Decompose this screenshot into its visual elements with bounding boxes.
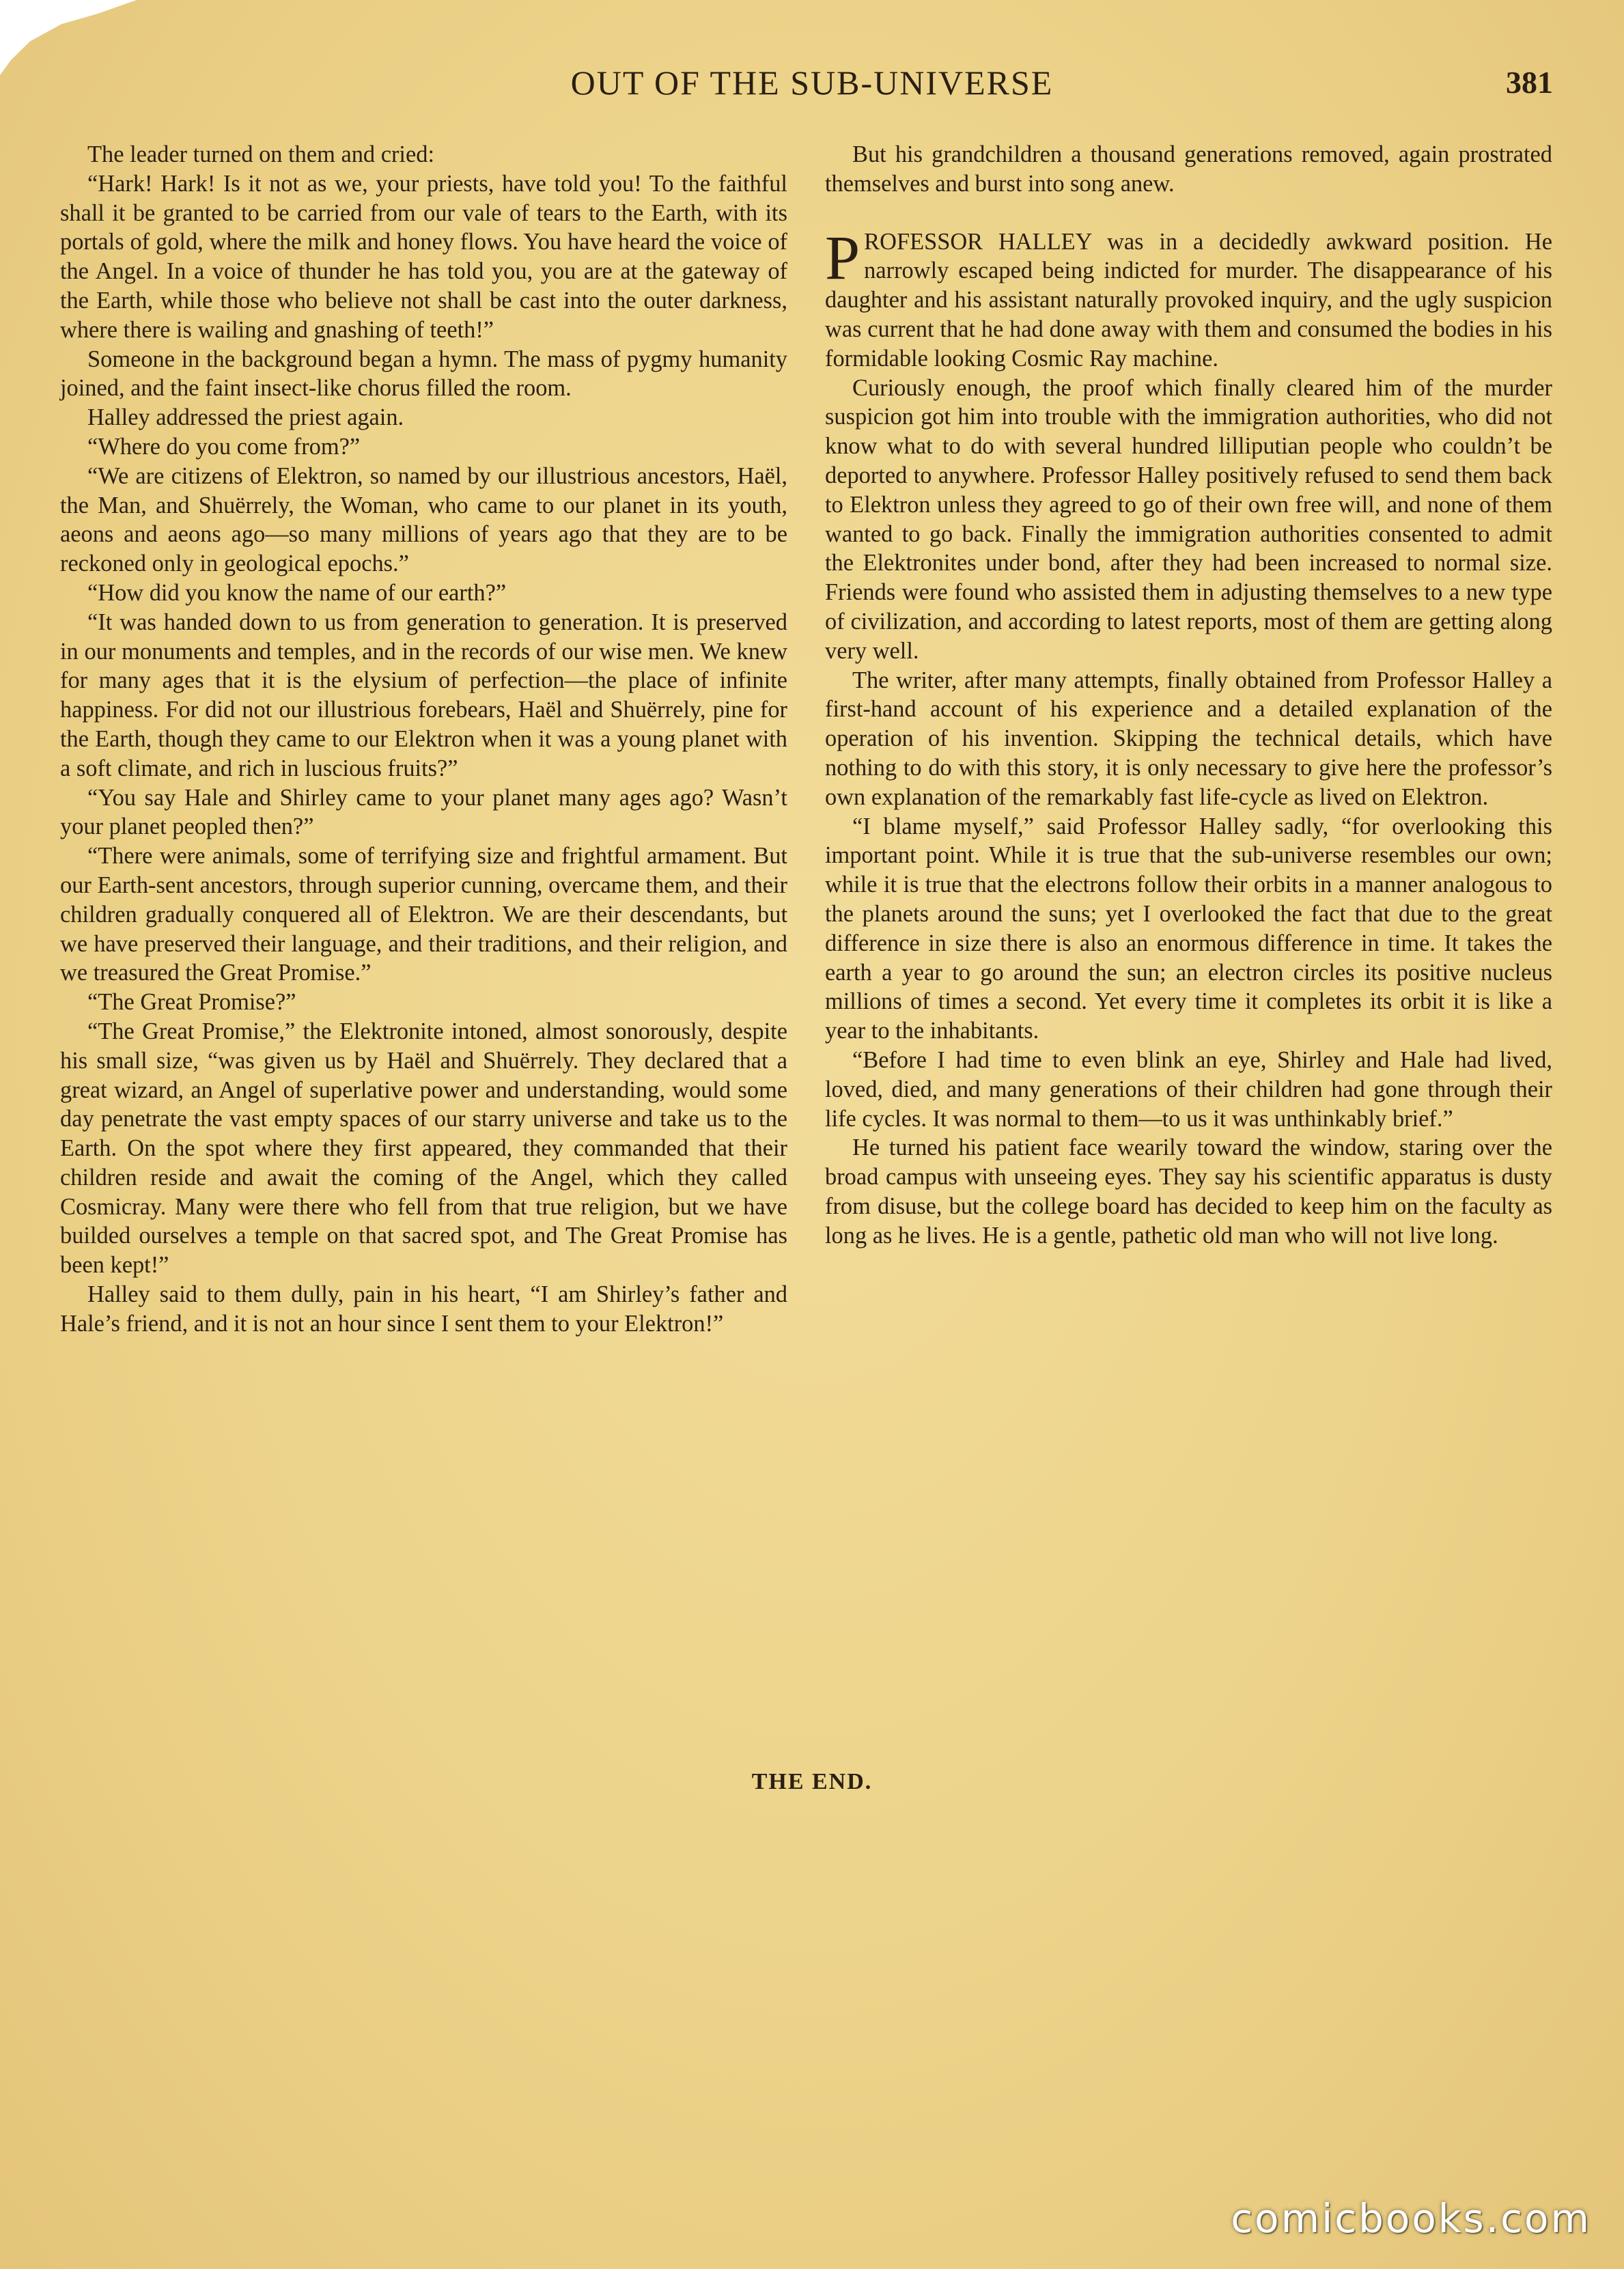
paragraph: “Before I had time to even blink an eye, Shirley and Hale had lived, loved, died, and many generations of their children had gone through their life cycles. It was normal to them—to us it was unthinkably brief.” [825,1046,1552,1132]
drop-cap: P [825,222,860,292]
paragraph: “It was handed down to us from generation to generation. It is preserved in our monuments and temples, and in the records of our wise men. We knew for many ages that it is the elysium of perfection—the place of infinite happiness. For did not our illustrious forebears, Haël and Shuërrely, pine for the Earth, though they came to our Elektron when it was a young planet with a soft climate, and rich in luscious fruits?” [60,609,787,781]
the-end-marker: THE END. [751,1769,873,1794]
paragraph: “Where do you come from?” [87,433,361,460]
site-watermark: comicbooks.com [1231,2195,1591,2242]
paragraph: But his grandchildren a thousand generations removed, again prostrated themselves and burst into song anew. [825,141,1552,197]
paragraph: Someone in the background began a hymn. The mass of pygmy humanity joined, and the faint insect-like chorus filled the room. [60,346,787,402]
paragraph: “You say Hale and Shirley came to your planet many ages ago? Wasn’t your planet peopled then?” [60,784,787,840]
right-column [825,140,1552,1250]
section-opening-text: ROFESSOR HALLEY was in a decidedly awkward position. He narrowly escaped being indicted for murder. The disappearance of his daughter and his assistant naturally provoked inquiry, and the ugly suspicion was current that he had done away with them and consumed the bodies in his formidable looking Cosmic Ray machine. [825,228,1552,372]
paragraph: The writer, after many attempts, finally obtained from Professor Halley a first-hand account of his experience and a detailed explanation of the operation of his invention. Skipping the technical details, which have nothing to do with this story, it is only necessary to give here the professor’s own explanation of the remarkably fast life-cycle as lived on Elektron. [825,667,1552,810]
left-column [60,140,787,1339]
paragraph: Halley addressed the priest again. [87,404,404,431]
paragraph: “Hark! Hark! Is it not as we, your priests, have told you! To the faithful shall it be granted to be carried from our vale of tears to the Earth, with its portals of gold, where the milk and honey flows. You have heard the voice of the Angel. In a voice of thunder he has told you, you are at the gateway of the Earth, while those who believe not shall be cast into the outer darkness, where there is wailing and gnashing of teeth!” [60,170,787,343]
paragraph: Halley said to them dully, pain in his heart, “I am Shirley’s father and Hale’s friend, and it is not an hour since I sent them to your Elektron!” [60,1281,787,1337]
paragraph: The leader turned on them and cried: [87,141,435,167]
paragraph: Curiously enough, the proof which finally cleared him of the murder suspicion got him into trouble with the immigration authorities, who did not know what to do with several hundred lilliputian people who couldn’t be deported to anywhere. Professor Halley positively refused to send them back to Elektron unless they agreed to go of their own free will, and none of them wanted to go back. Finally the immigration authorities consented to admit the Elektronites under bond, after they had been increased to normal size. Friends were found who assisted them in adjusting themselves to a new type of civilization, and according to latest reports, most of them are getting along very well. [825,374,1552,664]
section-opening-paragraph [825,222,1552,374]
paragraph: “I blame myself,” said Professor Halley sadly, “for overlooking this important point. While it is true that the sub-universe resembles our own; while it is true that the electrons follow their orbits in a manner analogous to the planets around the suns; yet I overlooked the fact that due to the great difference in size there is also an enormous difference in time. It takes the earth a year to go around the sun; an electron circles its positive nucleus millions of times a second. Yet every time it completes its orbit it is like a year to the inhabitants. [825,813,1552,1044]
paragraph: “There were animals, some of terrifying size and frightful armament. But our Earth-sent ancestors, through superior cunning, overcame them, and their children gradually conquered all of Elektron. We are their descendants, but we have preserved their language, and their traditions, and their religion, and we treasured the Great Promise.” [60,843,787,986]
running-header-title: OUT OF THE SUB-UNIVERSE [570,64,1054,102]
paragraph: He turned his patient face wearily toward the window, staring over the broad campus with unseeing eyes. They say his scientific apparatus is dusty from disuse, but the college board has decided to keep him on the faculty as long as he lives. He is a gentle, pathetic old man who will not live long. [825,1134,1552,1249]
paragraph: “The Great Promise?” [87,989,296,1016]
paragraph: “The Great Promise,” the Elektronite intoned, almost sonorously, despite his small size, “was given us by Haël and Shuërrely. They declared that a great wizard, an Angel of superlative power and understanding, would some day penetrate the vast empty spaces of our starry universe and take us to the Earth. On the spot where they first appeared, they commanded that their children reside and await the coming of the Angel, which they called Cosmicray. Many were there who fell from that true religion, but we have builded ourselves a temple on that sacred spot, and The Great Promise has been kept!” [60,1018,787,1279]
page-number: 381 [1506,65,1553,100]
paragraph: “We are citizens of Elektron, so named by our illustrious ancestors, Haël, the Man, and Shuërrely, the Woman, who came to our planet in its youth, aeons and aeons ago—so many millions of years ago that they are to be reckoned only in geological epochs.” [60,462,787,577]
paragraph: “How did you know the name of our earth?” [87,579,507,606]
